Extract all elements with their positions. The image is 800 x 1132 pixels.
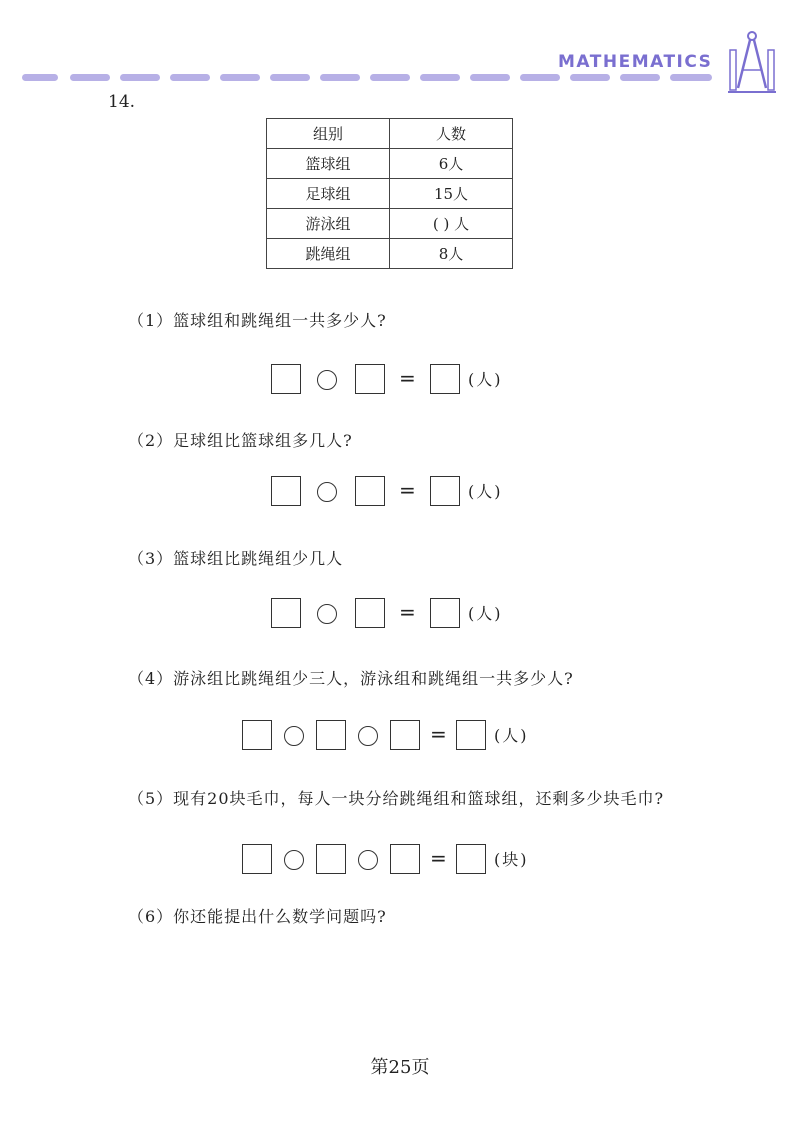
table-row [267,209,513,239]
table-cell: 6人 [390,149,513,179]
unit-label: (人) [468,370,503,389]
question-3-text: （3）篮球组比跳绳组少几人 [128,549,344,568]
operator-circle[interactable] [284,726,304,746]
unit-label: (人) [468,482,503,501]
table-header-row [267,119,513,149]
equals-sign: = [430,722,447,746]
answer-box[interactable] [316,844,346,874]
table-cell: 游泳组 [267,209,390,239]
operator-circle[interactable] [317,482,337,502]
answer-box[interactable] [355,476,385,506]
answer-box[interactable] [456,720,486,750]
answer-box[interactable] [271,476,301,506]
answer-box[interactable] [430,476,460,506]
answer-box[interactable] [271,598,301,628]
table-row [267,239,513,269]
equals-sign: = [399,366,416,390]
equals-sign: = [430,846,447,870]
question-5-text: （5）现有20块毛巾，每人一块分给跳绳组和篮球组，还剩多少块毛巾? [128,789,665,808]
answer-box[interactable] [390,844,420,874]
table-cell: 足球组 [267,179,390,209]
answer-box[interactable] [242,720,272,750]
question-1-text: （1）篮球组和跳绳组一共多少人? [128,311,387,330]
table-cell: 8人 [390,239,513,269]
page-number: 第25页 [370,1057,430,1078]
table-cell: 15人 [390,179,513,209]
equals-sign: = [399,600,416,624]
unit-label: (块) [494,850,529,869]
answer-box[interactable] [242,844,272,874]
table-header-cell: 人数 [390,119,513,149]
answer-box[interactable] [456,844,486,874]
table-row [267,149,513,179]
answer-box[interactable] [430,364,460,394]
operator-circle[interactable] [317,604,337,624]
question-6-text: （6）你还能提出什么数学问题吗? [128,907,387,926]
compass-icon [726,30,778,96]
answer-box[interactable] [271,364,301,394]
header-dash-bar [22,74,712,84]
question-number: 14. [108,92,136,112]
answer-box[interactable] [316,720,346,750]
question-2-text: （2）足球组比篮球组多几人? [128,431,353,450]
table-cell: 篮球组 [267,149,390,179]
operator-circle[interactable] [358,850,378,870]
group-table [266,118,513,269]
answer-box[interactable] [355,364,385,394]
table-header-cell: 组别 [267,119,390,149]
table-row [267,179,513,209]
table-cell: ( ) 人 [390,209,513,239]
unit-label: (人) [468,604,503,623]
brand-title: MATHEMATICS [558,52,713,72]
operator-circle[interactable] [358,726,378,746]
question-4-text: （4）游泳组比跳绳组少三人，游泳组和跳绳组一共多少人? [128,669,574,688]
operator-circle[interactable] [317,370,337,390]
answer-box[interactable] [430,598,460,628]
equals-sign: = [399,478,416,502]
answer-box[interactable] [355,598,385,628]
unit-label: (人) [494,726,529,745]
operator-circle[interactable] [284,850,304,870]
answer-box[interactable] [390,720,420,750]
table-cell: 跳绳组 [267,239,390,269]
